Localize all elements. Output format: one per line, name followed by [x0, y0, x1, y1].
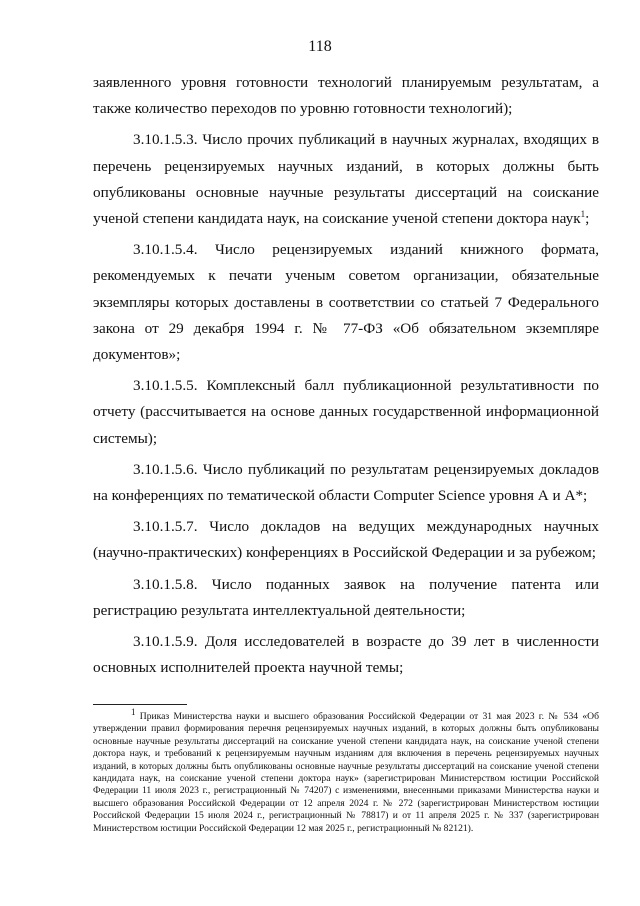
body-text: [93, 70, 599, 686]
paragraph-3-10-1-5-4: 3.10.1.5.4. Число рецензируемых изданий книжного формата, рекомендуемых к печати ученым советом организации, обязательные экземпляры которых доставлены в соответствии со статьей 7 Федерального закона от 29 декабря 1994 г. № 77-ФЗ «Об обязательном экземпляре документов»;: [93, 241, 599, 364]
paragraph-3-10-1-5-5: 3.10.1.5.5. Комплексный балл публикационной результативности по отчету (рассчитывается на основе данных государственной информационной системы);: [93, 377, 599, 447]
paragraph-text: 3.10.1.5.3. Число прочих публикаций в научных журналах, входящих в перечень рецензируемых научных изданий, в которых должны быть опубликованы основные научные результаты диссертаций на соискание ученой степени кандидата наук, на соискание ученой степени доктора наук: [93, 131, 599, 228]
footnote-text: Приказ Министерства науки и высшего образования Российской Федерации от 31 мая 2023 г. № 534 «Об утверждении правил формирования перечня рецензируемых научных изданий, в которых должны быть опубликованы основные научные результаты диссертаций на соискание ученой степени кандидата наук, на соискание ученой степени доктора наук, и требований к рецензируемым научным изданиям для включения в перечень рецензируемых научных изданий, в которых должны быть опубликованы основные научные результаты диссертаций на соискание ученой степени кандидата наук, на соискание ученой степени доктора наук» (зарегистрирован Министерством юстиции Российской Федерации 11 июля 2023 г., регистрационный № 74207) с изменениями, внесенными приказами Министерства науки и высшего образования Российской Федерации от 12 апреля 2024 г. № 272 (зарегистрирован Министерством юстиции Российской Федерации 15 июля 2024 г., регистрационный № 78817) и от 11 апреля 2025 г. № 337 (зарегистрирован Министерством юстиции Российской Федерации 12 мая 2025 г., регистрационный № 82121).: [93, 711, 599, 834]
paragraph-3-10-1-5-9: 3.10.1.5.9. Доля исследователей в возрасте до 39 лет в численности основных исполнителей проекта научной темы;: [93, 633, 599, 677]
footnote-marker: 1: [131, 706, 136, 717]
paragraph-3-10-1-5-3: [93, 127, 599, 232]
footnote-reference: 1: [580, 208, 586, 219]
paragraph-3-10-1-5-8: 3.10.1.5.8. Число поданных заявок на получение патента или регистрацию результата интеллектуальной деятельности;: [93, 575, 599, 619]
footnote-separator: [93, 704, 187, 705]
paragraph-continuation: заявленного уровня готовности технологий планируемым результатам, а также количество переходов по уровню готовности технологий);: [93, 74, 599, 118]
page-number: 118: [308, 38, 332, 55]
footnote: [93, 706, 599, 835]
paragraph-3-10-1-5-6: 3.10.1.5.6. Число публикаций по результатам рецензируемых докладов на конференциях по тематической области Computer Science уровня А и А*;: [93, 460, 599, 505]
paragraph-3-10-1-5-7: 3.10.1.5.7. Число докладов на ведущих международных научных (научно-практических) конференциях в Российской Федерации и за рубежом;: [93, 518, 599, 562]
paragraph-tail: ;: [585, 210, 590, 228]
